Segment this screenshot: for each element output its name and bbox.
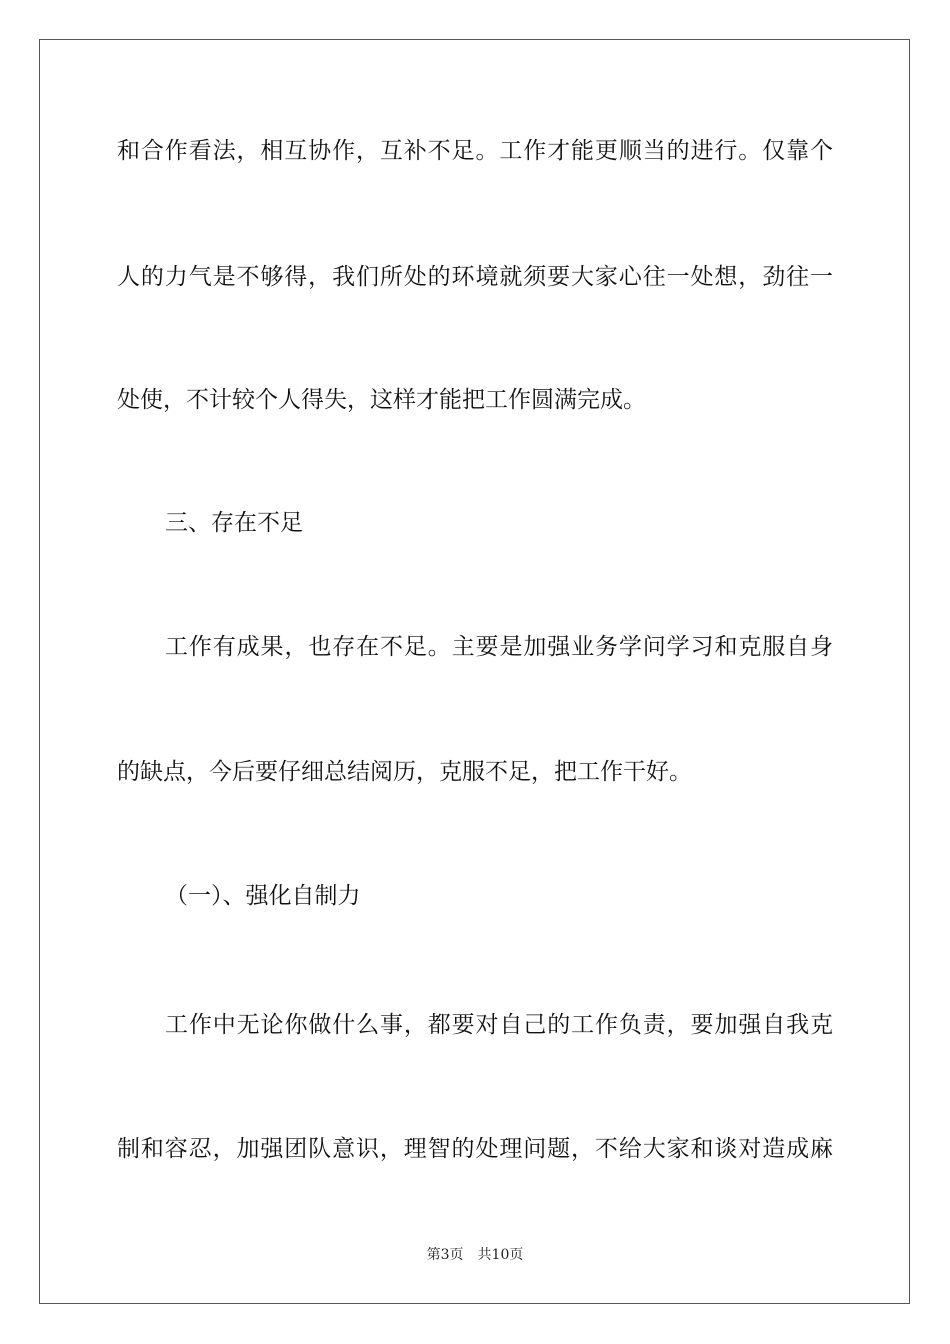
paragraph-line: 人的力气是不够得，我们所处的环境就须要大家心往一处想，劲往一 [117,264,833,290]
paragraph-line: 的缺点，今后要仔细总结阅历，克服不足，把工作干好。 [117,759,692,785]
page-total: 共10页 [477,1247,524,1263]
page-number: 第3页 [426,1247,464,1263]
section-heading: 三、存在不足 [165,510,303,536]
paragraph-line: 和合作看法，相互协作，互补不足。工作才能更顺当的进行。仅靠个 [117,138,833,164]
page-footer [0,1245,950,1265]
paragraph-line: 工作中无论你做什么事，都要对自己的工作负责，要加强自我克 [165,1012,833,1038]
paragraph-line: 工作有成果，也存在不足。主要是加强业务学问学习和克服自身 [165,634,833,660]
paragraph-line: 处使，不计较个人得失，这样才能把工作圆满完成。 [117,387,646,413]
paragraph-line: 制和容忍，加强团队意识，理智的处理问题，不给大家和谈对造成麻 [117,1136,833,1162]
page-border [39,39,910,1304]
subsection-heading: （一）、强化自制力 [165,883,361,909]
